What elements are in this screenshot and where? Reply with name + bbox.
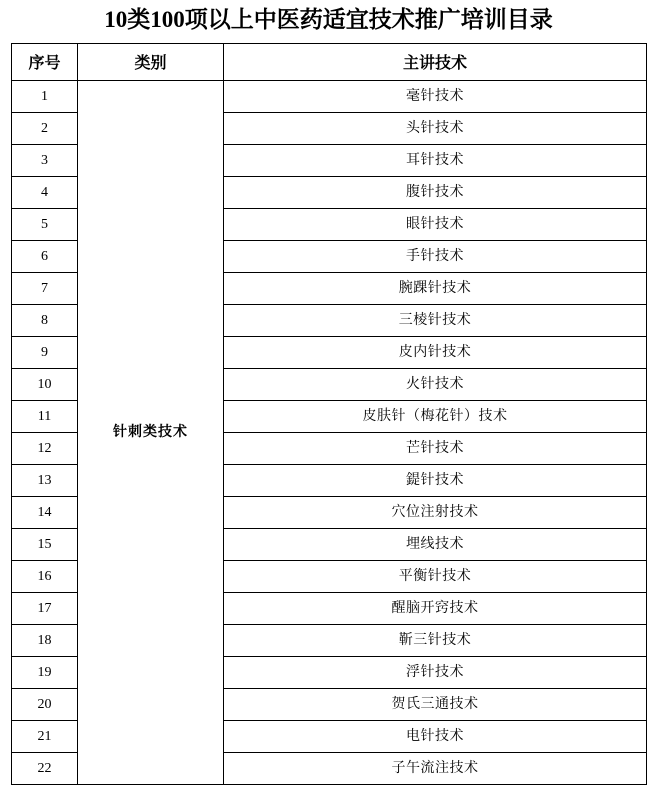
cell-technique: 耳针技术 (224, 144, 647, 176)
cell-technique: 浮针技术 (224, 656, 647, 688)
cell-technique: 醒脑开窍技术 (224, 592, 647, 624)
cell-no: 9 (12, 336, 78, 368)
table-body (12, 80, 647, 784)
cell-technique: 靳三针技术 (224, 624, 647, 656)
column-header-category: 类别 (78, 43, 224, 80)
catalog-table (11, 43, 647, 785)
cell-no: 18 (12, 624, 78, 656)
cell-technique: 子午流注技术 (224, 752, 647, 784)
cell-technique: 芒针技术 (224, 432, 647, 464)
cell-no: 5 (12, 208, 78, 240)
cell-technique: 眼针技术 (224, 208, 647, 240)
cell-technique: 火针技术 (224, 368, 647, 400)
cell-no: 13 (12, 464, 78, 496)
cell-technique: 埋线技术 (224, 528, 647, 560)
table-header-row (12, 43, 647, 80)
cell-no: 3 (12, 144, 78, 176)
cell-no: 12 (12, 432, 78, 464)
cell-technique: 头针技术 (224, 112, 647, 144)
cell-technique: 穴位注射技术 (224, 496, 647, 528)
cell-technique: 毫针技术 (224, 80, 647, 112)
cell-no: 19 (12, 656, 78, 688)
column-header-technique: 主讲技术 (224, 43, 647, 80)
cell-no: 8 (12, 304, 78, 336)
cell-no: 15 (12, 528, 78, 560)
cell-no: 14 (12, 496, 78, 528)
cell-no: 10 (12, 368, 78, 400)
cell-technique: 电针技术 (224, 720, 647, 752)
table-header (12, 43, 647, 80)
page-title: 10类100项以上中医药适宜技术推广培训目录 (104, 7, 553, 32)
cell-no: 16 (12, 560, 78, 592)
cell-no: 11 (12, 400, 78, 432)
cell-no: 21 (12, 720, 78, 752)
cell-technique: 平衡针技术 (224, 560, 647, 592)
table-row (12, 80, 647, 112)
cell-no: 7 (12, 272, 78, 304)
cell-technique: 皮肤针（梅花针）技术 (224, 400, 647, 432)
cell-no: 2 (12, 112, 78, 144)
cell-no: 6 (12, 240, 78, 272)
cell-technique: 腕踝针技术 (224, 272, 647, 304)
cell-technique: 三棱针技术 (224, 304, 647, 336)
cell-no: 1 (12, 80, 78, 112)
cell-no: 20 (12, 688, 78, 720)
cell-technique: 手针技术 (224, 240, 647, 272)
cell-technique: 皮内针技术 (224, 336, 647, 368)
column-header-no: 序号 (12, 43, 78, 80)
cell-category: 针刺类技术 (78, 80, 224, 784)
cell-no: 4 (12, 176, 78, 208)
cell-technique: 鍉针技术 (224, 464, 647, 496)
cell-no: 22 (12, 752, 78, 784)
cell-technique: 贺氏三通技术 (224, 688, 647, 720)
cell-no: 17 (12, 592, 78, 624)
catalog-table-wrapper (0, 43, 657, 785)
cell-technique: 腹针技术 (224, 176, 647, 208)
